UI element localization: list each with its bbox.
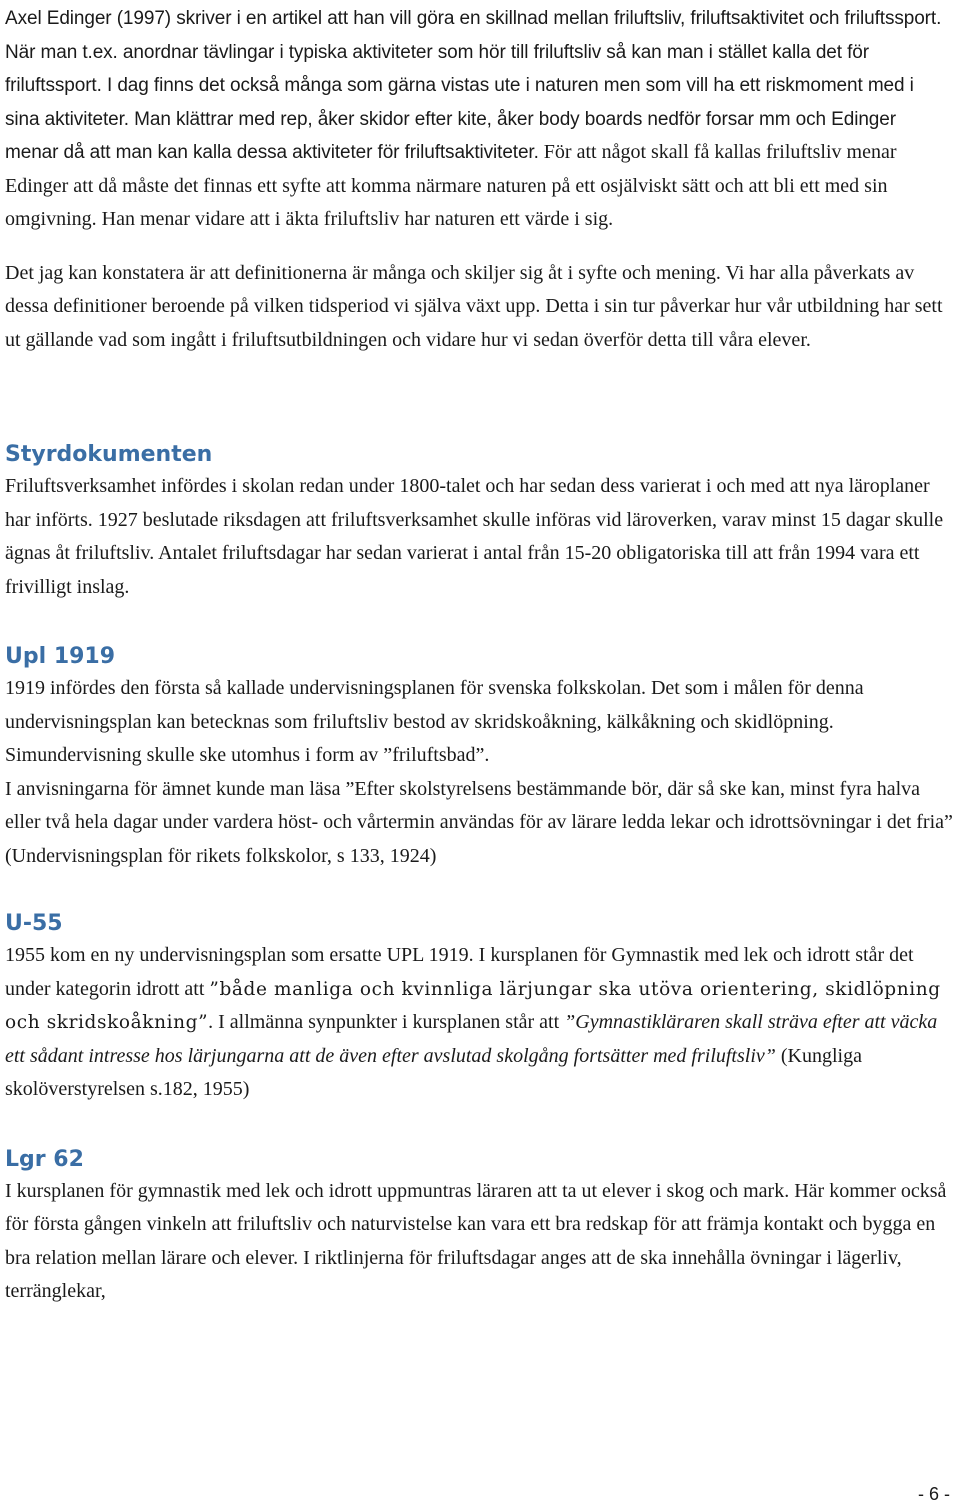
upl-paragraph-2: I anvisningarna för ämnet kunde man läsa ”Efter skolstyrelsens bestämmande bör, där så ske kan, minst fyra halva eller två hela dagar under vardera höst- och vårtermin användas för av lärare ledda lekar och idrottsövningar i det fria” (Undervisningsplan för rikets folkskolor, s 133, 1924)	[5, 777, 953, 867]
u55-text-2: . I allmänna synpunkter i kursplanen står att	[208, 1011, 565, 1033]
u55-text-1: 1955 kom en ny undervisningsplan som ersatte UPL 1919. I kursplanen för Gymnastik med lek och idrott står det under kategorin idrott att	[5, 944, 914, 1000]
intro-paragraph-2: Det jag kan konstatera är att definitionerna är många och skiljer sig åt i syfte och mening. Vi har alla påverkats av dessa definitioner beroende på vilken tidsperiod vi själva växt upp. Detta i sin tur påverkar hur vår utbildning har sett ut gällande vad som ingått i friluftsutbildningen och vidare hur vi sedan överför detta till våra elever.	[5, 261, 943, 351]
heading-styrdokumenten: Styrdokumenten	[5, 442, 213, 467]
heading-u-55: U-55	[5, 911, 63, 936]
intro-serif-text: För att något skall få kallas friluftsliv menar Edinger att då måste det finnas ett syfte att komma närmare naturen på ett osjälviskt sätt och att bli ett med sin omgivning. Han menar vidare att i äkta friluftsliv har naturen ett värde i sig.	[5, 141, 897, 230]
u55-paragraph	[5, 939, 953, 1107]
u55-quote-1: ”både manliga och kvinnliga lärjungar ska utöva orientering, skidlöpning och skridskoåkning”	[5, 978, 941, 1033]
u55-quote-2: ”Gymnastikläraren skall sträva efter att väcka ett sådant intresse hos lärjungarna att de även efter avslutad skolgång fortsätter med friluftsliv”	[5, 1011, 938, 1067]
lgr62-paragraph: I kursplanen för gymnastik med lek och idrott uppmuntras läraren att ta ut elever i skog och mark. Här kommer också för första gången vinkeln att friluftsliv och naturvistelse kan vara ett bra redskap för att främja kontakt och bygga en bra relation mellan lärare och elever. I riktlinjerna för friluftsdagar anges att de ska innehålla övningar i lägerliv, terränglekar,	[5, 1179, 947, 1302]
intro-sans-text: Axel Edinger (1997) skriver i en artikel att han vill göra en skillnad mellan friluftsliv, friluftsaktivitet och friluftssport. När man t.ex. anordnar tävlingar i typiska aktiviteter som hör till friluftsliv så kan man i stället kalla det för friluftssport. I dag finns det också många som gärna vistas ute i naturen men som vill ha ett riskmoment med i sina aktiviteter. Man klättrar med rep, åker skidor efter kite, åker body boards nedför forsar mm och Edinger menar då att man kan kalla dessa aktiviteter för friluftsaktiviteter.	[5, 8, 942, 163]
intro-paragraph-1	[5, 2, 953, 237]
page-number: - 6 -	[917, 1484, 950, 1504]
heading-upl-1919: Upl 1919	[5, 644, 116, 669]
styrdokumenten-paragraph: Friluftsverksamhet infördes i skolan redan under 1800-talet och har sedan dess varierat i och med att nya läroplaner har införts. 1927 beslutade riksdagen att friluftsverksamhet skulle införas vid läroverken, varav minst 15 dagar skulle ägnas åt friluftsliv. Antalet friluftsdagar har sedan varierat i antal från 15-20 obligatoriska till att från 1994 vara ett frivilligt inslag.	[5, 475, 944, 598]
document-page	[5, 2, 953, 1309]
u55-citation: (Kungliga skolöverstyrelsen s.182, 1955)	[5, 1044, 862, 1100]
upl-paragraph-1: 1919 infördes den första så kallade undervisningsplanen för svenska folkskolan. Det som i målen för denna undervisningsplan kan betecknas som friluftsliv bestod av skridskoåkning, kälkåkning och skidlöpning. Simundervisning skulle ske utomhus i form av ”friluftsbad”.	[5, 677, 864, 766]
heading-lgr-62: Lgr 62	[5, 1146, 84, 1172]
